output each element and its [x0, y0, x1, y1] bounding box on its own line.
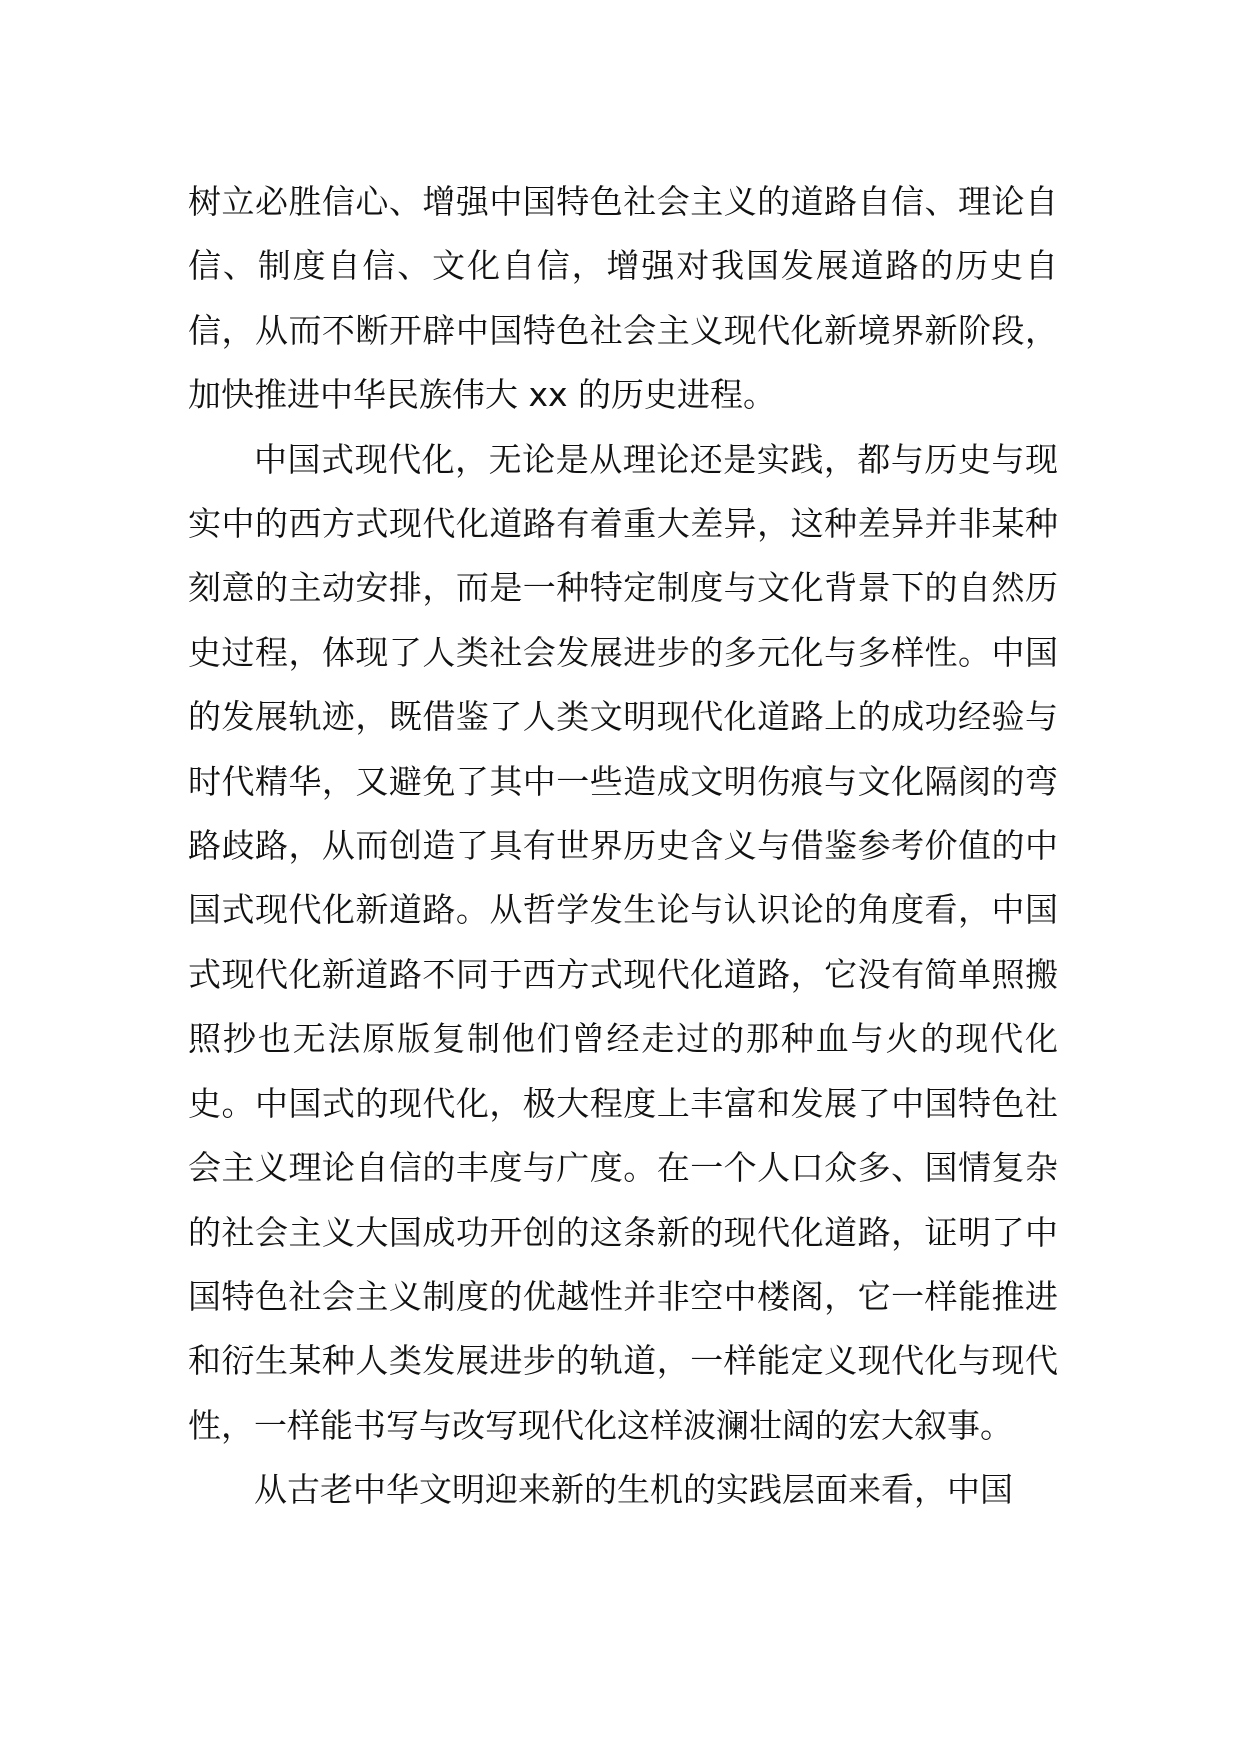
paragraph-3: 从古老中华文明迎来新的生机的实践层面来看，中国 [254, 1470, 1013, 1510]
paragraph-1: 树立必胜信心、增强中国特色社会主义的道路自信、理论自信、制度自信、文化自信，增强对我国发展道路的历史自信，从而不断开辟中国特色社会主义现代化新境界新阶段，加快推进中华民族伟大 xx 的历史进程。 [188, 182, 1058, 415]
document-body [188, 170, 1058, 1523]
paragraph-2: 中国式现代化，无论是从理论还是实践，都与历史与现实中的西方式现代化道路有着重大差异，这种差异并非某种刻意的主动安排，而是一种特定制度与文化背景下的自然历史过程，体现了人类社会发展进步的多元化与多样性。中国的发展轨迹，既借鉴了人类文明现代化道路上的成功经验与时代精华，又避免了其中一些造成文明伤痕与文化隔阂的弯路歧路，从而创造了具有世界历史含义与借鉴参考价值的中国式现代化新道路。从哲学发生论与认识论的角度看，中国式现代化新道路不同于西方式现代化道路，它没有简单照搬照抄也无法原版复制他们曾经走过的那种血与火的现代化史。中国式的现代化，极大程度上丰富和发展了中国特色社会主义理论自信的丰度与广度。在一个人口众多、国情复杂的社会主义大国成功开创的这条新的现代化道路，证明了中国特色社会主义制度的优越性并非空中楼阁，它一样能推进和衍生某种人类发展进步的轨道，一样能定义现代化与现代性，一样能书写与改写现代化这样波澜壮阔的宏大叙事。 [188, 439, 1058, 1445]
